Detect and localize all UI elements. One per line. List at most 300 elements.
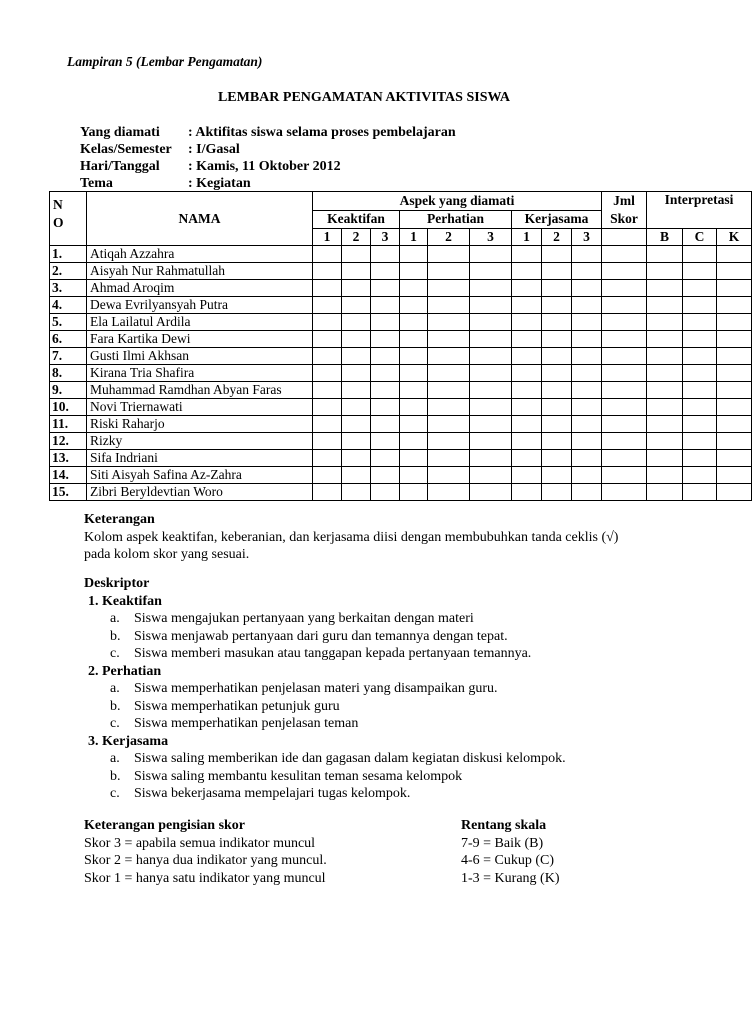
score-cell[interactable] [428, 263, 470, 280]
score-cell[interactable] [371, 263, 400, 280]
score-cell[interactable] [647, 348, 683, 365]
score-cell[interactable] [717, 263, 752, 280]
score-cell[interactable] [602, 467, 647, 484]
score-cell[interactable] [470, 433, 512, 450]
score-cell[interactable] [683, 399, 717, 416]
deskriptor-text: Siswa memperhatikan petunjuk guru [134, 698, 340, 714]
table-row [50, 246, 752, 263]
score-cell[interactable] [717, 365, 752, 382]
score-cell[interactable] [371, 399, 400, 416]
score-cell[interactable] [428, 348, 470, 365]
deskriptor-item [84, 698, 566, 716]
table-row [50, 348, 752, 365]
deskriptor-item [84, 768, 566, 786]
score-cell[interactable] [647, 365, 683, 382]
score-cell[interactable] [428, 416, 470, 433]
score-header: 1 [512, 229, 542, 246]
row-number: 5. [50, 314, 87, 331]
score-cell[interactable] [470, 484, 512, 501]
deskriptor-marker: b. [110, 768, 121, 784]
table-row [50, 433, 752, 450]
score-cell[interactable] [313, 433, 342, 450]
row-number: 9. [50, 382, 87, 399]
score-cell[interactable] [400, 484, 428, 501]
score-cell[interactable] [512, 467, 542, 484]
score-cell[interactable] [470, 467, 512, 484]
score-header: 3 [470, 229, 512, 246]
score-cell[interactable] [342, 246, 371, 263]
score-cell[interactable] [542, 484, 572, 501]
score-cell[interactable] [683, 331, 717, 348]
deskriptor-marker: c. [110, 716, 120, 731]
score-cell[interactable] [342, 280, 371, 297]
score-cell[interactable] [428, 246, 470, 263]
meta-row [80, 158, 456, 175]
score-cell[interactable] [342, 331, 371, 348]
score-cell[interactable] [647, 382, 683, 399]
perhatian-header: Perhatian [400, 210, 512, 229]
jml-label: Jml [613, 193, 635, 208]
score-cell[interactable] [512, 450, 542, 467]
score-cell[interactable] [717, 467, 752, 484]
keaktifan-header: Keaktifan [313, 210, 400, 229]
score-cell[interactable] [470, 331, 512, 348]
score-cell[interactable] [572, 433, 602, 450]
score-cell[interactable] [428, 365, 470, 382]
score-cell[interactable] [342, 297, 371, 314]
score-cell[interactable] [683, 450, 717, 467]
score-cell[interactable] [683, 433, 717, 450]
table-row [50, 331, 752, 348]
score-cell[interactable] [428, 297, 470, 314]
score-cell[interactable] [542, 467, 572, 484]
score-cell[interactable] [717, 450, 752, 467]
score-cell[interactable] [647, 297, 683, 314]
score-cell[interactable] [371, 314, 400, 331]
score-cell[interactable] [717, 331, 752, 348]
row-number: 14. [50, 467, 87, 484]
row-number: 15. [50, 484, 87, 501]
table-row [50, 314, 752, 331]
deskriptor-marker: c. [110, 646, 120, 661]
score-cell[interactable] [512, 416, 542, 433]
student-name: Zibri Beryldevtian Woro [87, 484, 313, 501]
score-cell[interactable] [717, 399, 752, 416]
score-cell[interactable] [371, 467, 400, 484]
jml-skor-header [602, 192, 647, 229]
student-name: Gusti Ilmi Akhsan [87, 348, 313, 365]
score-cell[interactable] [342, 433, 371, 450]
score-cell[interactable] [371, 331, 400, 348]
deskriptor-text: Siswa mengajukan pertanyaan yang berkaitan dengan materi [134, 611, 474, 626]
student-name: Kirana Tria Shafira [87, 365, 313, 382]
score-cell[interactable] [542, 382, 572, 399]
score-cell[interactable] [602, 263, 647, 280]
pengisian-line: Skor 1 = hanya satu indikator yang muncul [84, 870, 326, 886]
score-header: 1 [400, 229, 428, 246]
meta-key: Yang diamati [80, 125, 160, 140]
score-cell[interactable] [428, 433, 470, 450]
score-cell[interactable] [400, 297, 428, 314]
score-cell[interactable] [647, 246, 683, 263]
score-cell[interactable] [602, 280, 647, 297]
score-cell[interactable] [313, 263, 342, 280]
kerjasama-header: Kerjasama [512, 210, 602, 229]
score-cell[interactable] [371, 416, 400, 433]
score-cell[interactable] [683, 416, 717, 433]
score-cell[interactable] [342, 263, 371, 280]
score-cell[interactable] [683, 297, 717, 314]
score-cell[interactable] [428, 484, 470, 501]
score-cell[interactable] [717, 246, 752, 263]
nama-header: NAMA [87, 192, 313, 246]
deskriptor-text: Siswa memperhatikan penjelasan teman [134, 716, 359, 731]
table-row [50, 399, 752, 416]
deskriptor-section [84, 575, 566, 803]
student-name: Dewa Evrilyansyah Putra [87, 297, 313, 314]
score-cell[interactable] [342, 348, 371, 365]
score-header: 2 [542, 229, 572, 246]
score-cell[interactable] [470, 450, 512, 467]
deskriptor-item [84, 785, 566, 803]
score-cell[interactable] [572, 382, 602, 399]
score-cell[interactable] [400, 433, 428, 450]
keterangan-title: Keterangan [84, 512, 155, 527]
score-cell[interactable] [602, 484, 647, 501]
score-cell[interactable] [313, 416, 342, 433]
keterangan-line2: pada kolom skor yang sesuai. [84, 547, 250, 562]
score-cell[interactable] [572, 416, 602, 433]
score-cell[interactable] [717, 382, 752, 399]
score-cell[interactable] [602, 331, 647, 348]
score-cell[interactable] [572, 348, 602, 365]
jml-skor-blank [602, 229, 647, 246]
score-cell[interactable] [683, 263, 717, 280]
score-cell[interactable] [342, 314, 371, 331]
table-row [50, 467, 752, 484]
deskriptor-item [84, 610, 566, 628]
score-cell[interactable] [512, 382, 542, 399]
score-cell[interactable] [602, 416, 647, 433]
score-cell[interactable] [512, 314, 542, 331]
score-cell[interactable] [717, 433, 752, 450]
score-cell[interactable] [313, 246, 342, 263]
score-cell[interactable] [470, 263, 512, 280]
score-cell[interactable] [313, 297, 342, 314]
rentang-title: Rentang skala [461, 818, 547, 833]
score-cell[interactable] [342, 484, 371, 501]
score-cell[interactable] [371, 297, 400, 314]
student-name: Muhammad Ramdhan Abyan Faras [87, 382, 313, 399]
score-cell[interactable] [512, 331, 542, 348]
deskriptor-item [84, 750, 566, 768]
row-number: 1. [50, 246, 87, 263]
score-cell[interactable] [602, 399, 647, 416]
score-cell[interactable] [542, 263, 572, 280]
score-cell[interactable] [400, 416, 428, 433]
meta-value: : Kegiatan [188, 176, 251, 191]
score-cell[interactable] [572, 365, 602, 382]
score-cell[interactable] [342, 382, 371, 399]
score-cell[interactable] [428, 450, 470, 467]
score-cell[interactable] [313, 280, 342, 297]
deskriptor-group-title: 1. Keaktifan [88, 593, 162, 609]
score-cell[interactable] [542, 433, 572, 450]
score-cell[interactable] [400, 467, 428, 484]
score-cell[interactable] [647, 331, 683, 348]
score-header: 2 [428, 229, 470, 246]
student-name: Riski Raharjo [87, 416, 313, 433]
score-cell[interactable] [717, 297, 752, 314]
score-cell[interactable] [572, 280, 602, 297]
meta-value: : Kamis, 11 Oktober 2012 [188, 159, 341, 174]
score-cell[interactable] [572, 331, 602, 348]
page-title: LEMBAR PENGAMATAN AKTIVITAS SISWA [217, 90, 511, 105]
score-cell[interactable] [647, 314, 683, 331]
score-cell[interactable] [512, 348, 542, 365]
score-cell[interactable] [470, 280, 512, 297]
score-cell[interactable] [371, 382, 400, 399]
score-cell[interactable] [717, 348, 752, 365]
score-cell[interactable] [602, 450, 647, 467]
score-cell[interactable] [371, 348, 400, 365]
score-cell[interactable] [542, 348, 572, 365]
score-cell[interactable] [400, 314, 428, 331]
table-row [50, 416, 752, 433]
score-cell[interactable] [400, 246, 428, 263]
table-row [50, 365, 752, 382]
student-name: Siti Aisyah Safina Az-Zahra [87, 467, 313, 484]
score-cell[interactable] [342, 467, 371, 484]
score-cell[interactable] [683, 348, 717, 365]
score-cell[interactable] [512, 365, 542, 382]
score-cell[interactable] [512, 297, 542, 314]
score-cell[interactable] [602, 365, 647, 382]
score-cell[interactable] [602, 348, 647, 365]
score-cell[interactable] [602, 382, 647, 399]
score-cell[interactable] [683, 314, 717, 331]
score-cell[interactable] [542, 399, 572, 416]
student-name: Sifa Indriani [87, 450, 313, 467]
score-cell[interactable] [313, 484, 342, 501]
score-cell[interactable] [647, 280, 683, 297]
score-cell[interactable] [512, 433, 542, 450]
deskriptor-text: Siswa saling membantu kesulitan teman sesama kelompok [134, 768, 463, 784]
score-header: 2 [342, 229, 371, 246]
rentang-line: 1-3 = Kurang (K) [461, 870, 560, 886]
score-cell[interactable] [400, 382, 428, 399]
score-cell[interactable] [428, 467, 470, 484]
no-header [50, 192, 87, 246]
keterangan-section [84, 511, 618, 564]
deskriptor-item [84, 628, 566, 646]
score-cell[interactable] [313, 382, 342, 399]
row-number: 13. [50, 450, 87, 467]
deskriptor-title: Deskriptor [84, 576, 150, 591]
score-header: 3 [572, 229, 602, 246]
score-cell[interactable] [647, 467, 683, 484]
score-cell[interactable] [683, 467, 717, 484]
student-name: Atiqah Azzahra [87, 246, 313, 263]
score-cell[interactable] [470, 246, 512, 263]
deskriptor-text: Siswa memperhatikan penjelasan materi yang disampaikan guru. [134, 681, 498, 696]
row-number: 12. [50, 433, 87, 450]
score-cell[interactable] [313, 365, 342, 382]
score-cell[interactable] [542, 280, 572, 297]
score-cell[interactable] [683, 382, 717, 399]
score-cell[interactable] [572, 246, 602, 263]
score-cell[interactable] [470, 314, 512, 331]
student-name: Fara Kartika Dewi [87, 331, 313, 348]
score-cell[interactable] [371, 484, 400, 501]
pengisian-line: Skor 2 = hanya dua indikator yang muncul. [84, 853, 327, 868]
table-row [50, 297, 752, 314]
aspek-header: Aspek yang diamati [313, 192, 602, 211]
score-cell[interactable] [683, 280, 717, 297]
student-name: Aisyah Nur Rahmatullah [87, 263, 313, 280]
row-number: 8. [50, 365, 87, 382]
deskriptor-marker: a. [110, 611, 120, 626]
score-cell[interactable] [683, 484, 717, 501]
score-cell[interactable] [512, 399, 542, 416]
deskriptor-item [84, 680, 566, 698]
score-cell[interactable] [400, 450, 428, 467]
score-cell[interactable] [572, 467, 602, 484]
deskriptor-marker: a. [110, 751, 120, 766]
deskriptor-marker: a. [110, 681, 120, 696]
meta-value: : I/Gasal [188, 142, 240, 157]
score-cell[interactable] [647, 484, 683, 501]
pengisian-title: Keterangan pengisian skor [84, 818, 246, 833]
score-cell[interactable] [313, 331, 342, 348]
deskriptor-group-title: 3. Kerjasama [88, 733, 169, 749]
meta-row [80, 141, 456, 158]
score-cell[interactable] [542, 246, 572, 263]
score-cell[interactable] [542, 365, 572, 382]
deskriptor-text: Siswa menjawab pertanyaan dari guru dan temannya dengan tepat. [134, 628, 508, 644]
score-cell[interactable] [400, 263, 428, 280]
score-cell[interactable] [371, 246, 400, 263]
row-number: 11. [50, 416, 87, 433]
score-cell[interactable] [572, 399, 602, 416]
score-cell[interactable] [400, 331, 428, 348]
observation-table [49, 191, 752, 501]
score-cell[interactable] [313, 399, 342, 416]
score-cell[interactable] [717, 314, 752, 331]
score-cell[interactable] [647, 263, 683, 280]
score-cell[interactable] [542, 416, 572, 433]
score-cell[interactable] [683, 365, 717, 382]
table-row [50, 484, 752, 501]
score-cell[interactable] [602, 297, 647, 314]
score-cell[interactable] [313, 348, 342, 365]
score-cell[interactable] [371, 365, 400, 382]
score-cell[interactable] [602, 433, 647, 450]
score-cell[interactable] [647, 433, 683, 450]
score-cell[interactable] [428, 314, 470, 331]
score-cell[interactable] [542, 331, 572, 348]
score-cell[interactable] [572, 263, 602, 280]
score-cell[interactable] [342, 365, 371, 382]
meta-row [80, 124, 456, 141]
table-row [50, 280, 752, 297]
score-cell[interactable] [512, 246, 542, 263]
score-cell[interactable] [371, 450, 400, 467]
score-cell[interactable] [647, 450, 683, 467]
score-cell[interactable] [647, 416, 683, 433]
student-name: Ela Lailatul Ardila [87, 314, 313, 331]
score-cell[interactable] [371, 280, 400, 297]
score-cell[interactable] [428, 331, 470, 348]
score-cell[interactable] [572, 450, 602, 467]
score-cell[interactable] [717, 416, 752, 433]
score-cell[interactable] [371, 433, 400, 450]
score-cell[interactable] [400, 348, 428, 365]
meta-key: Tema [80, 176, 113, 191]
score-cell[interactable] [512, 484, 542, 501]
deskriptor-text: Siswa bekerjasama mempelajari tugas kelompok. [134, 786, 411, 801]
student-name: Ahmad Aroqim [87, 280, 313, 297]
table-row [50, 382, 752, 399]
score-cell[interactable] [542, 297, 572, 314]
score-cell[interactable] [542, 450, 572, 467]
deskriptor-group-title: 2. Perhatian [88, 663, 162, 679]
score-cell[interactable] [313, 450, 342, 467]
score-cell[interactable] [342, 399, 371, 416]
row-number: 4. [50, 297, 87, 314]
score-cell[interactable] [428, 382, 470, 399]
score-cell[interactable] [470, 365, 512, 382]
score-cell[interactable] [342, 416, 371, 433]
score-cell[interactable] [470, 348, 512, 365]
score-cell[interactable] [717, 484, 752, 501]
skor-label: Skor [610, 211, 638, 226]
deskriptor-text: Siswa memberi masukan atau tanggapan kepada pertanyaan temannya. [134, 646, 532, 661]
score-cell[interactable] [512, 263, 542, 280]
keterangan-line1: Kolom aspek keaktifan, keberanian, dan kerjasama diisi dengan membubuhkan tanda ceklis (√) [84, 529, 619, 545]
score-cell[interactable] [428, 399, 470, 416]
score-cell[interactable] [572, 484, 602, 501]
row-number: 3. [50, 280, 87, 297]
score-cell[interactable] [683, 246, 717, 263]
score-cell[interactable] [400, 365, 428, 382]
score-cell[interactable] [470, 399, 512, 416]
no-header-line2: O [53, 215, 64, 230]
score-cell[interactable] [428, 280, 470, 297]
score-cell[interactable] [400, 399, 428, 416]
deskriptor-item [84, 645, 566, 663]
score-cell[interactable] [400, 280, 428, 297]
score-cell[interactable] [572, 297, 602, 314]
meta-row [80, 175, 456, 192]
score-cell[interactable] [542, 314, 572, 331]
score-cell[interactable] [342, 450, 371, 467]
score-cell[interactable] [602, 246, 647, 263]
score-cell[interactable] [470, 416, 512, 433]
deskriptor-text: Siswa saling memberikan ide dan gagasan dalam kegiatan diskusi kelompok. [134, 751, 566, 766]
score-cell[interactable] [313, 314, 342, 331]
score-cell[interactable] [470, 382, 512, 399]
score-cell[interactable] [313, 467, 342, 484]
score-cell[interactable] [717, 280, 752, 297]
score-cell[interactable] [512, 280, 542, 297]
interp-header-c: C [683, 229, 717, 246]
score-cell[interactable] [647, 399, 683, 416]
score-cell[interactable] [470, 297, 512, 314]
score-cell[interactable] [602, 314, 647, 331]
score-cell[interactable] [572, 314, 602, 331]
deskriptor-marker: b. [110, 698, 121, 714]
